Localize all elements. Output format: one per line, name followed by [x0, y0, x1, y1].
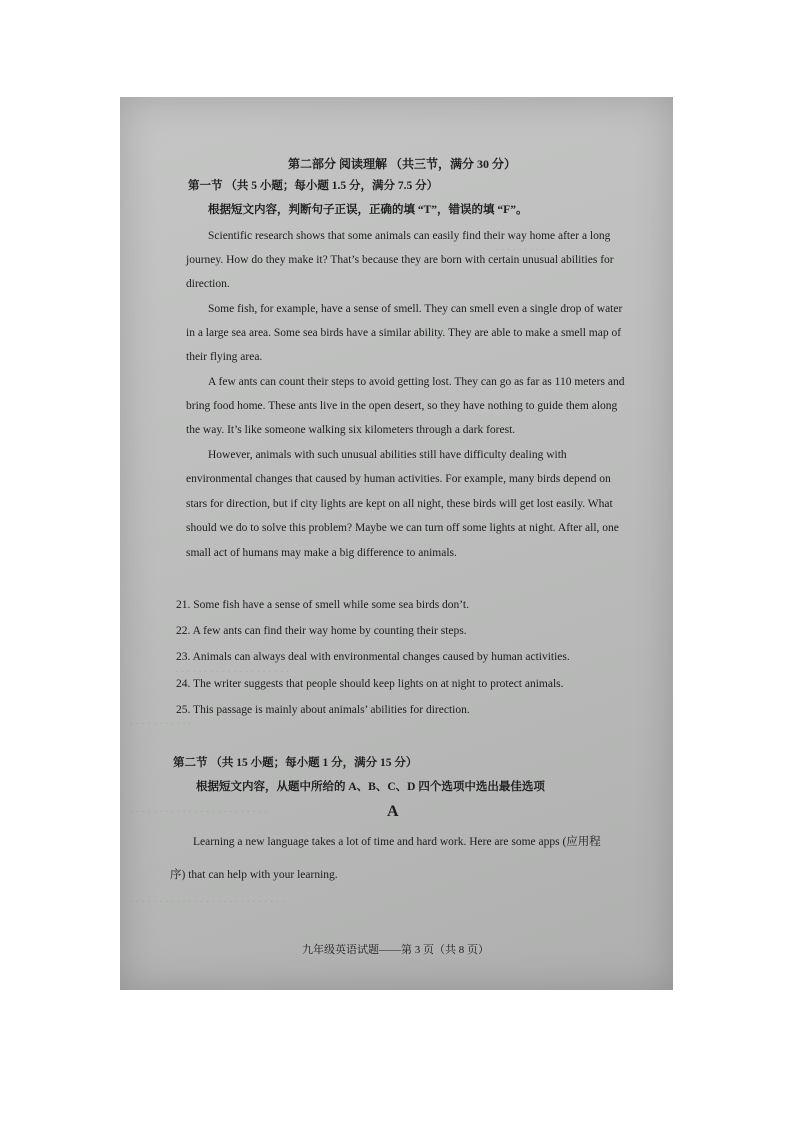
passage-line: stars for direction, but if city lights are kept on all night, these birds will get lost easily. What — [186, 498, 613, 510]
passage-line: in a large sea area. Some sea birds have a similar ability. They are able to make a smell map of — [186, 327, 622, 339]
question-24: 24. The writer suggests that people should keep lights on at night to protect animals. — [176, 678, 564, 690]
passage-line: A few ants can count their steps to avoid getting lost. They can go as far as 110 meters and — [208, 376, 625, 388]
passage-line: 序) that can help with your learning. — [170, 869, 338, 881]
question-21: 21. Some fish have a sense of smell while some sea birds don’t. — [176, 599, 469, 611]
section1-heading: 第一节 （共 5 小题；每小题 1.5 分，满分 7.5 分） — [188, 180, 439, 192]
bleed-through-mark: · · · · · · · · · · · · · · · · · · · · · · · · · · · — [130, 897, 285, 908]
bleed-through-mark: · · · · · · · · · · · · · · · · · · · · · · · · — [130, 807, 268, 818]
passage-line: environmental changes that caused by human activities. For example, many birds depend on — [186, 473, 611, 485]
question-25: 25. This passage is mainly about animals’ abilities for direction. — [176, 704, 470, 716]
section2-heading: 第二节 （共 15 小题；每小题 1 分，满分 15 分） — [173, 757, 418, 769]
passage-line: journey. How do they make it? That’s because they are born with certain unusual abilities for — [186, 254, 614, 266]
exam-page-photo — [120, 97, 673, 990]
passage-a-label: A — [387, 803, 399, 820]
passage-line: should we do to solve this problem? Maybe we can turn off some lights at night. After all, one — [186, 522, 619, 534]
passage-line: However, animals with such unusual abilities still have difficulty dealing with — [208, 449, 567, 461]
passage-line: the way. It’s like someone walking six kilometers through a dark forest. — [186, 424, 516, 436]
passage-line: direction. — [186, 278, 230, 290]
bleed-through-mark: · · · · · · · · · · — [495, 245, 551, 256]
section2-instruction: 根据短文内容，从题中所给的 A、B、C、D 四个选项中选出最佳选项 — [196, 781, 545, 793]
page-footer: 九年级英语试题——第 3 页（共 8 页） — [302, 944, 489, 956]
part-title: 第二部分 阅读理解 （共三节，满分 30 分） — [288, 157, 517, 171]
bleed-through-mark: · · · · · · · · · · · · · · · · · · · · — [175, 667, 290, 678]
passage-line: their flying area. — [186, 351, 263, 363]
passage-line: Some fish, for example, have a sense of smell. They can smell even a single drop of water — [208, 303, 623, 315]
passage-line: Learning a new language takes a lot of time and hard work. Here are some apps (应用程 — [193, 836, 601, 848]
question-23: 23. Animals can always deal with environmental changes caused by human activities. — [176, 651, 570, 663]
passage-line: Scientific research shows that some animals can easily find their way home after a long — [208, 230, 611, 242]
passage-line: small act of humans may make a big difference to animals. — [186, 547, 457, 559]
bleed-through-mark: · · · · · · · · · · · — [130, 719, 192, 730]
question-22: 22. A few ants can find their way home by counting their steps. — [176, 625, 467, 637]
passage-line: bring food home. These ants live in the open desert, so they have nothing to guide them along — [186, 400, 618, 412]
section1-instruction: 根据短文内容，判断句子正误，正确的填 “T”，错误的填 “F”。 — [208, 204, 528, 216]
